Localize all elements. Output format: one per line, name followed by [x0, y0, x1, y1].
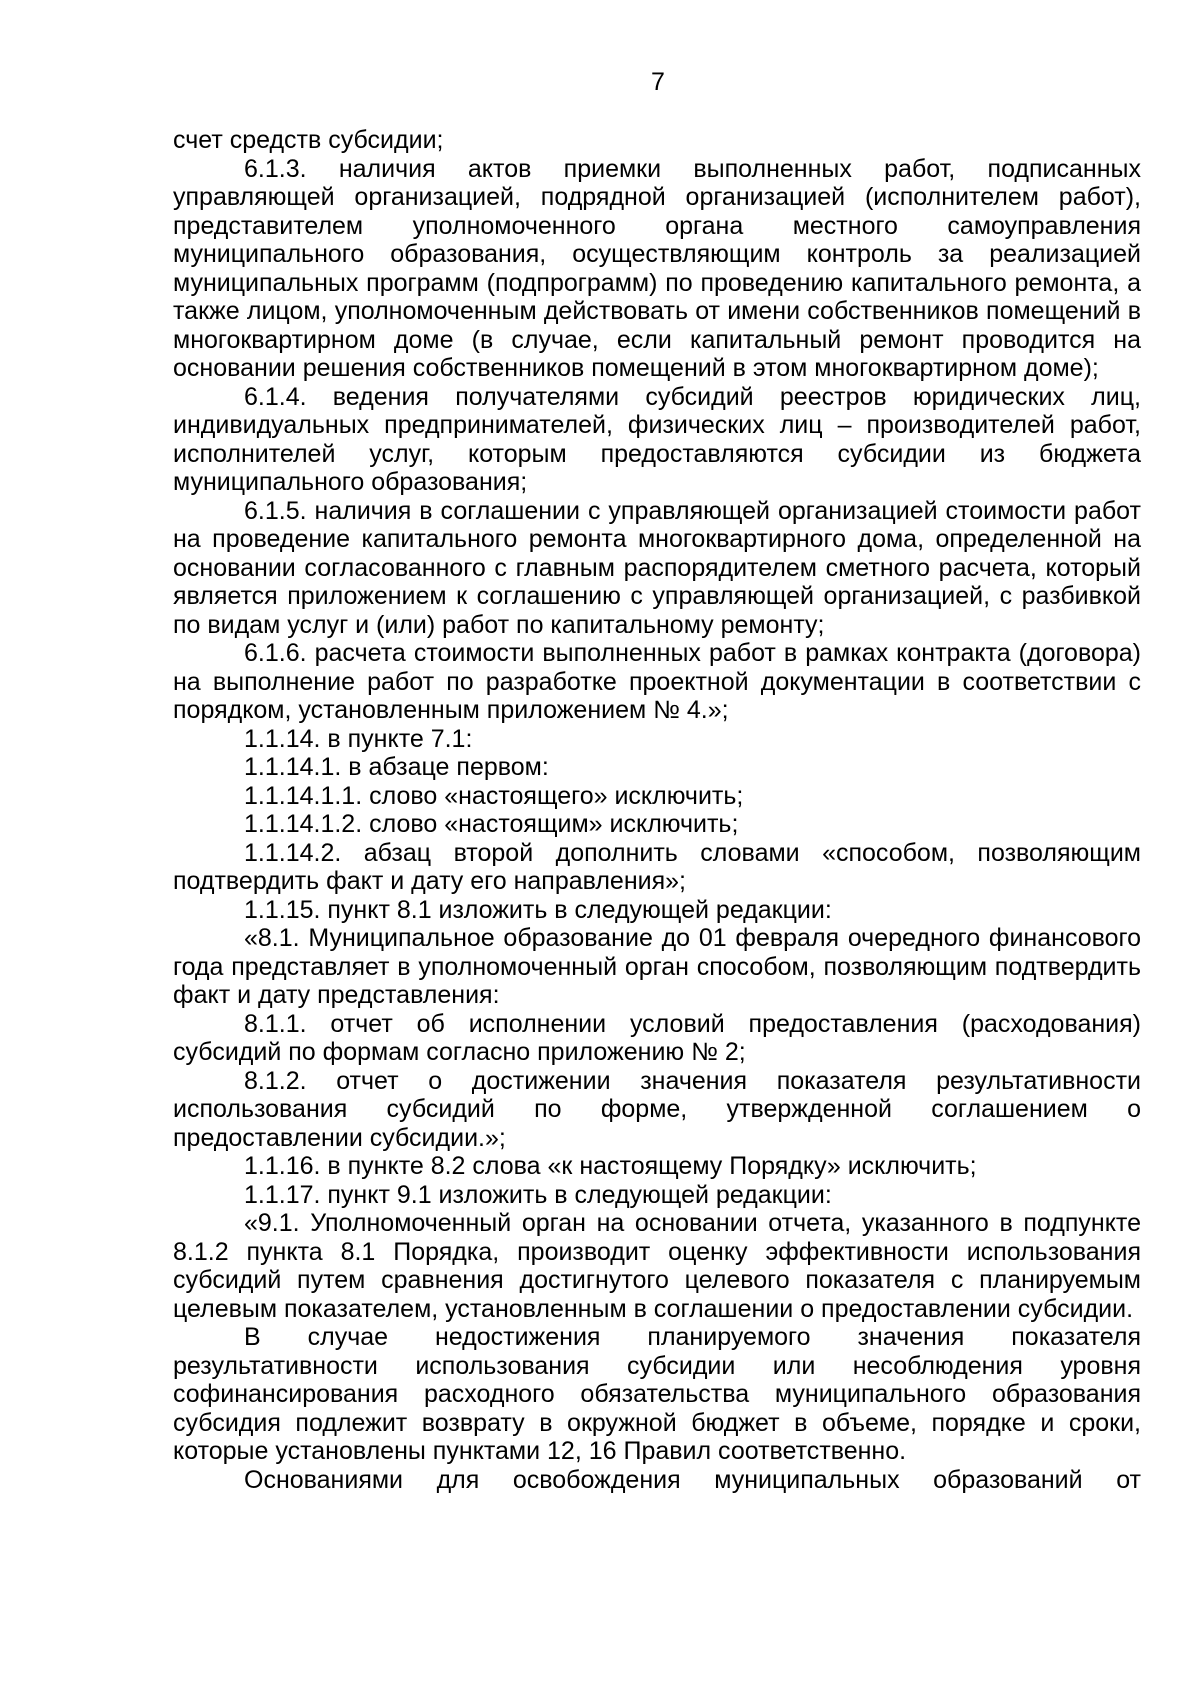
paragraph: 1.1.15. пункт 8.1 изложить в следующей редакции: [244, 895, 832, 924]
paragraph: 1.1.14. в пункте 7.1: [244, 724, 473, 753]
paragraph: 1.1.14.1.1. слово «настоящего» исключить; [244, 781, 744, 810]
paragraph: счет средств субсидии; [173, 126, 444, 154]
paragraph: «9.1. Уполномоченный орган на основании отчета, указанного в подпункте 8.1.2 пункта 8.1 Порядка, производит оценку эффективности использования субсидий путем сравнения достигнутого целевого показателя с планируемым целевым показателем, установленным в соглашении о предоставлении субсидии. [173, 1209, 1141, 1323]
document-body [173, 126, 1141, 1494]
paragraph: 1.1.14.1. в абзаце первом: [244, 753, 549, 781]
paragraph: Основаниями для освобождения муниципальных образований от [244, 1465, 1141, 1494]
paragraph: 1.1.17. пункт 9.1 изложить в следующей редакции: [244, 1180, 832, 1209]
paragraph: 6.1.4. ведения получателями субсидий реестров юридических лиц, индивидуальных предпринимателей, физических лиц – производителей работ, исполнителей услуг, которым предоставляются субсидии из бюджета муниципального образования; [173, 382, 1141, 496]
paragraph: «8.1. Муниципальное образование до 01 февраля очередного финансового года представляет в уполномоченный орган способом, позволяющим подтвердить факт и дату представления: [173, 924, 1141, 1009]
paragraph: 6.1.6. расчета стоимости выполненных работ в рамках контракта (договора) на выполнение работ по разработке проектной документации в соответствии с порядком, установленным приложением № 4.»; [173, 639, 1141, 724]
paragraph: 6.1.3. наличия актов приемки выполненных работ, подписанных управляющей организацией, подрядной организацией (исполнителем работ), представителем уполномоченного органа местного самоуправления муниципального образования, осуществляющим контроль за реализацией муниципальных программ (подпрограмм) по проведению капитального ремонта, а также лицом, уполномоченным действовать от имени собственников помещений в многоквартирном доме (в случае, если капитальный ремонт проводится на основании решения собственников помещений в этом многоквартирном доме); [173, 154, 1141, 382]
paragraph: В случае недостижения планируемого значения показателя результативности использования субсидии или несоблюдения уровня софинансирования расходного обязательства муниципального образования субсидия подлежит возврату в окружной бюджет в объеме, порядке и сроки, которые установлены пунктами 12, 16 Правил соответственно. [173, 1323, 1141, 1465]
paragraph: 8.1.2. отчет о достижении значения показателя результативности использования субсидий по форме, утвержденной соглашением о предоставлении субсидии.»; [173, 1066, 1141, 1152]
paragraph: 1.1.14.1.2. слово «настоящим» исключить; [244, 810, 739, 838]
paragraph: 1.1.16. в пункте 8.2 слова «к настоящему Порядку» исключить; [244, 1152, 977, 1180]
paragraph: 1.1.14.2. абзац второй дополнить словами «способом, позволяющим подтвердить факт и дату его направления»; [173, 838, 1141, 895]
paragraph: 8.1.1. отчет об исполнении условий предоставления (расходования) субсидий по формам согласно приложению № 2; [173, 1009, 1141, 1066]
page-number: 7 [651, 68, 665, 96]
paragraph: 6.1.5. наличия в соглашении с управляющей организацией стоимости работ на проведение капитального ремонта многоквартирного дома, определенной на основании согласованного с главным распорядителем сметного расчета, который является приложением к соглашению с управляющей организацией, с разбивкой по видам услуг и (или) работ по капитальному ремонту; [173, 496, 1141, 639]
